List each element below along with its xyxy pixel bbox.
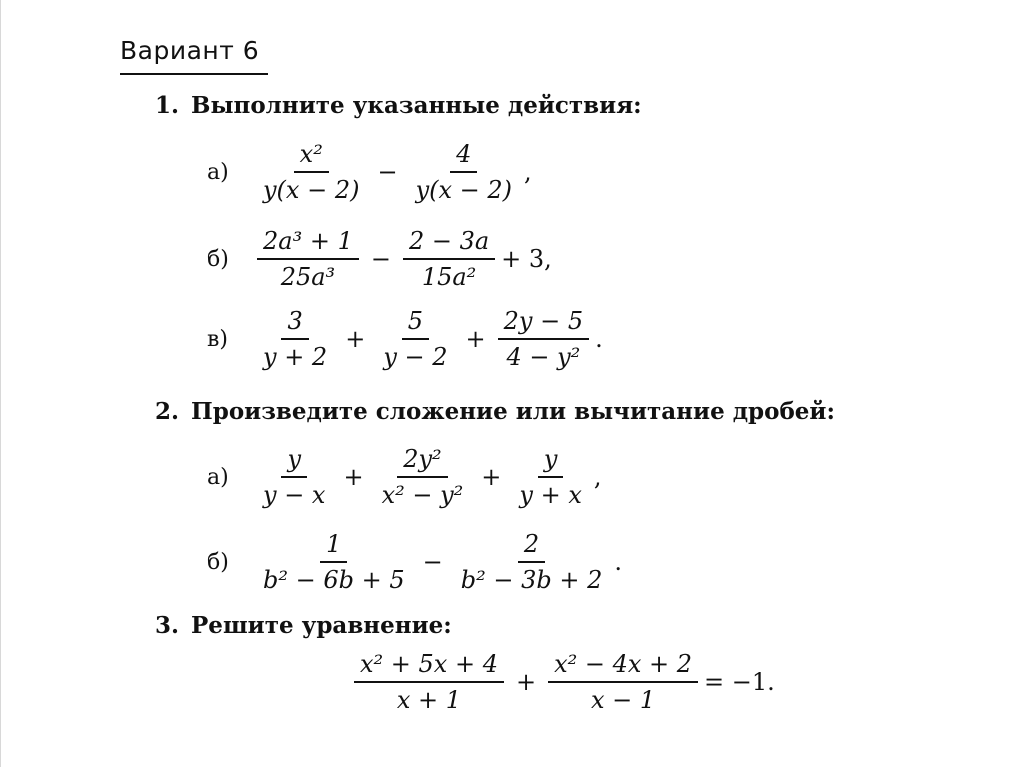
numerator: 2 bbox=[518, 530, 545, 563]
expression-tail: , bbox=[593, 463, 602, 491]
operator: + bbox=[481, 463, 502, 491]
task-1b bbox=[207, 227, 552, 291]
task-number: 3. bbox=[155, 612, 180, 639]
fraction bbox=[410, 140, 518, 204]
item-label: в) bbox=[207, 326, 228, 352]
operator: − bbox=[377, 158, 398, 186]
fraction bbox=[377, 307, 453, 371]
expression-tail: , bbox=[524, 158, 532, 186]
denominator: b² − 3b + 2 bbox=[460, 566, 603, 594]
numerator: y bbox=[538, 445, 564, 478]
numerator: y bbox=[281, 445, 307, 478]
numerator: 3 bbox=[281, 307, 308, 340]
operator: + bbox=[515, 668, 537, 696]
denominator: x − 1 bbox=[590, 686, 656, 714]
denominator: y(x − 2) bbox=[263, 176, 360, 204]
fraction bbox=[257, 445, 331, 509]
task-number: 1. bbox=[155, 92, 180, 119]
task-1-heading bbox=[155, 92, 642, 119]
task-number: 2. bbox=[155, 398, 180, 425]
task-1a bbox=[207, 140, 532, 204]
denominator: y(x − 2) bbox=[415, 176, 513, 204]
operator: + bbox=[345, 325, 366, 353]
operator: − bbox=[422, 548, 443, 576]
denominator: y − x bbox=[263, 481, 326, 509]
task-2a bbox=[207, 445, 602, 509]
denominator: y + 2 bbox=[263, 343, 328, 371]
expression-tail: . bbox=[595, 325, 603, 353]
expression-tail: . bbox=[614, 548, 622, 576]
fraction bbox=[513, 445, 587, 509]
expression-tail: = −1. bbox=[704, 668, 775, 696]
numerator: 2y − 5 bbox=[498, 307, 589, 340]
fraction bbox=[354, 650, 504, 714]
numerator: x² bbox=[294, 140, 329, 173]
item-label: б) bbox=[207, 549, 229, 575]
denominator: x² − y² bbox=[381, 481, 464, 509]
expression-tail: + 3, bbox=[501, 245, 552, 273]
task-1c bbox=[207, 307, 603, 371]
title-underline bbox=[120, 73, 268, 75]
numerator: 2a³ + 1 bbox=[257, 227, 359, 260]
operator: + bbox=[343, 463, 364, 491]
task-text: Произведите сложение или вычитание дробей: bbox=[191, 398, 835, 425]
numerator: x² + 5x + 4 bbox=[354, 650, 504, 683]
numerator: 5 bbox=[402, 307, 429, 340]
numerator: 2y² bbox=[397, 445, 447, 478]
item-label: б) bbox=[207, 246, 229, 272]
task-text: Выполните указанные действия: bbox=[191, 92, 642, 119]
operator: − bbox=[370, 245, 391, 273]
numerator: 1 bbox=[320, 530, 347, 563]
denominator: x + 1 bbox=[396, 686, 462, 714]
denominator: 25a³ bbox=[280, 263, 336, 291]
fraction bbox=[257, 140, 365, 204]
fraction bbox=[455, 530, 609, 594]
denominator: 15a² bbox=[421, 263, 477, 291]
task-text: Решите уравнение: bbox=[191, 612, 452, 639]
item-label: а) bbox=[207, 159, 229, 185]
task-3-heading bbox=[155, 612, 452, 639]
denominator: y − 2 bbox=[383, 343, 448, 371]
task-3-equation bbox=[352, 650, 775, 714]
numerator: 4 bbox=[450, 140, 477, 173]
denominator: 4 − y² bbox=[506, 343, 581, 371]
item-label: а) bbox=[207, 464, 229, 490]
fraction bbox=[257, 307, 333, 371]
numerator: 2 − 3a bbox=[403, 227, 495, 260]
numerator: x² − 4x + 2 bbox=[548, 650, 698, 683]
fraction bbox=[257, 530, 411, 594]
fraction bbox=[403, 227, 495, 291]
operator: + bbox=[465, 325, 486, 353]
variant-title: Вариант 6 bbox=[120, 36, 260, 65]
fraction bbox=[548, 650, 698, 714]
task-2-heading bbox=[155, 398, 835, 425]
task-2b bbox=[207, 530, 622, 594]
fraction bbox=[257, 227, 359, 291]
fraction bbox=[376, 445, 470, 509]
fraction bbox=[498, 307, 589, 371]
denominator: b² − 6b + 5 bbox=[263, 566, 405, 594]
denominator: y + x bbox=[519, 481, 582, 509]
